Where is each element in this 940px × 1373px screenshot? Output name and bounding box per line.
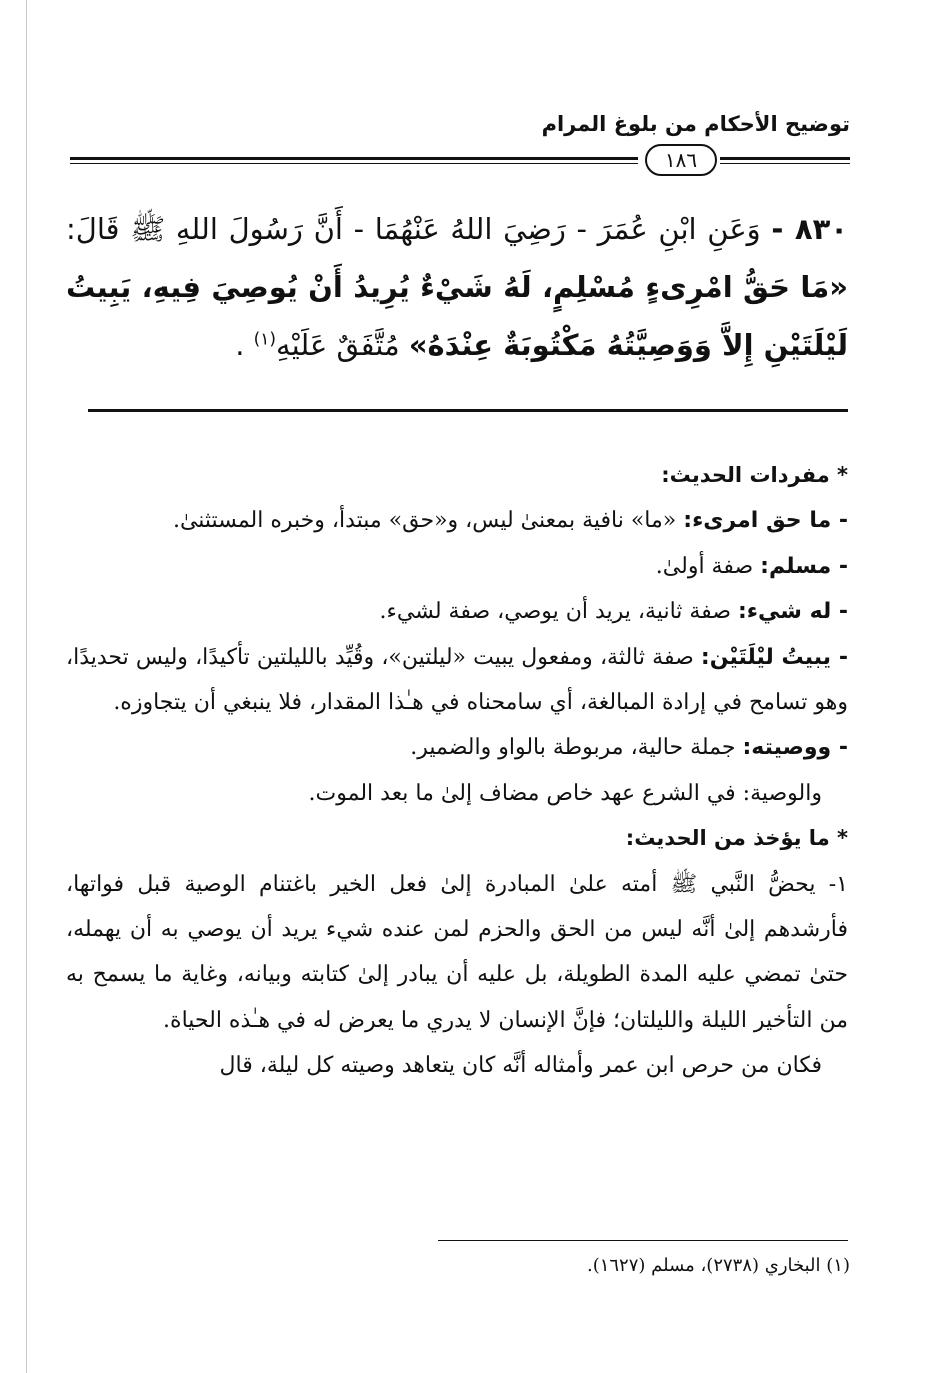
vocab-item <box>66 544 848 589</box>
commentary <box>66 453 848 1089</box>
header-rule-left <box>70 157 638 164</box>
page-number: ١٨٦ <box>645 144 717 176</box>
vocab-definition: جملة حالية، مربوطة بالواو والضمير. <box>410 735 736 761</box>
vocab-definition: «ما» نافية بمعنىٰ ليس، و«حق» مبتدأ، وخبره المستثنىٰ. <box>172 508 677 534</box>
header-rule <box>70 148 850 172</box>
lesson-continuation: فكان من حرص ابن عمر وأمثاله أنَّه كان يتعاهد وصيته كل ليلة، قال <box>219 1053 822 1079</box>
hadith-end: . <box>235 328 245 362</box>
header-rule-right <box>720 157 850 164</box>
vocab-item <box>66 498 848 543</box>
hadith-quote: «مَا حَقُّ امْرِىءٍ مُسْلِمٍ، لَهُ شَيْءٌ يُرِيدُ أَنْ يُوصِيَ فِيهِ، يَبِيتُ لَيْلَتَيْنِ إِلاَّ وَوَصِيَّتُهُ مَكْتُوبَةٌ عِنْدَهُ» <box>66 270 848 362</box>
vocab-term: - ما حق امرىء: <box>683 508 848 534</box>
section-divider <box>88 409 848 412</box>
vocab-item <box>66 589 848 634</box>
hadith-takhrij: مُتَّفَقٌ عَلَيْهِ <box>276 328 400 362</box>
vocab-term: - مسلم: <box>760 553 848 579</box>
vocab-definition: صفة أولىٰ. <box>655 553 754 579</box>
scan-edge-line <box>26 0 27 1373</box>
wasiyyah-definition: والوصية: في الشرع عهد خاص مضاف إلىٰ ما بعد الموت. <box>308 780 822 806</box>
hadith-intro: وَعَنِ ابْنِ عُمَرَ - رَضِيَ اللهُ عَنْهُمَا - أَنَّ رَسُولَ اللهِ ﷺ قَالَ: <box>66 212 761 246</box>
vocab-term: - ووصيته: <box>742 735 848 761</box>
book-title: توضيح الأحكام من بلوغ المرام <box>541 112 850 136</box>
vocab-item <box>66 635 848 726</box>
hadith-number: ٨٣٠ - <box>771 212 848 246</box>
lesson-item-1: ١- يحضُّ النَّبي ﷺ أمته علىٰ المبادرة إلىٰ فعل الخير باغتنام الوصية قبل فواتها، فأرشدهم إلىٰ أنَّه ليس من الحق والحزم لمن عنده شيء يريد أن يوصي به أن يهمله، حتىٰ تمضي عليه المدة الطويلة، بل عليه أن يبادر إلىٰ كتابته وبيانه، وغاية ما يسمح به من التأخير الليلة والليلتان؛ فإنَّ الإنسان لا يدري ما يعرض له في هـٰذه الحياة. <box>66 871 848 1033</box>
footnote: (١) البخاري (٢٧٣٨)، مسلم (١٦٢٧). <box>586 1255 850 1276</box>
vocab-definition: صفة ثانية، يريد أن يوصي، صفة لشيء. <box>379 599 731 625</box>
footnote-rule <box>438 1240 848 1241</box>
lessons-heading: * ما يؤخذ من الحديث: <box>625 826 848 851</box>
hadith-text <box>66 200 848 374</box>
vocab-definition: صفة ثالثة، ومفعول يبيت «ليلتين»، وقُيِّد بالليلتين تأكيدًا، وليس تحديدًا، وهو تسامح في إرادة المبالغة، أي سامحناه في هـٰذا المقدار، فلا ينبغي أن يتجاوزه. <box>66 644 848 716</box>
vocab-term: - له شيء: <box>738 599 848 625</box>
page-header <box>70 112 850 172</box>
vocab-term: - يبيتُ ليْلَتَيْن: <box>700 644 848 670</box>
vocabulary-heading: * مفردات الحديث: <box>661 463 848 487</box>
vocab-item <box>66 725 848 770</box>
footnote-marker: (١) <box>253 329 277 350</box>
